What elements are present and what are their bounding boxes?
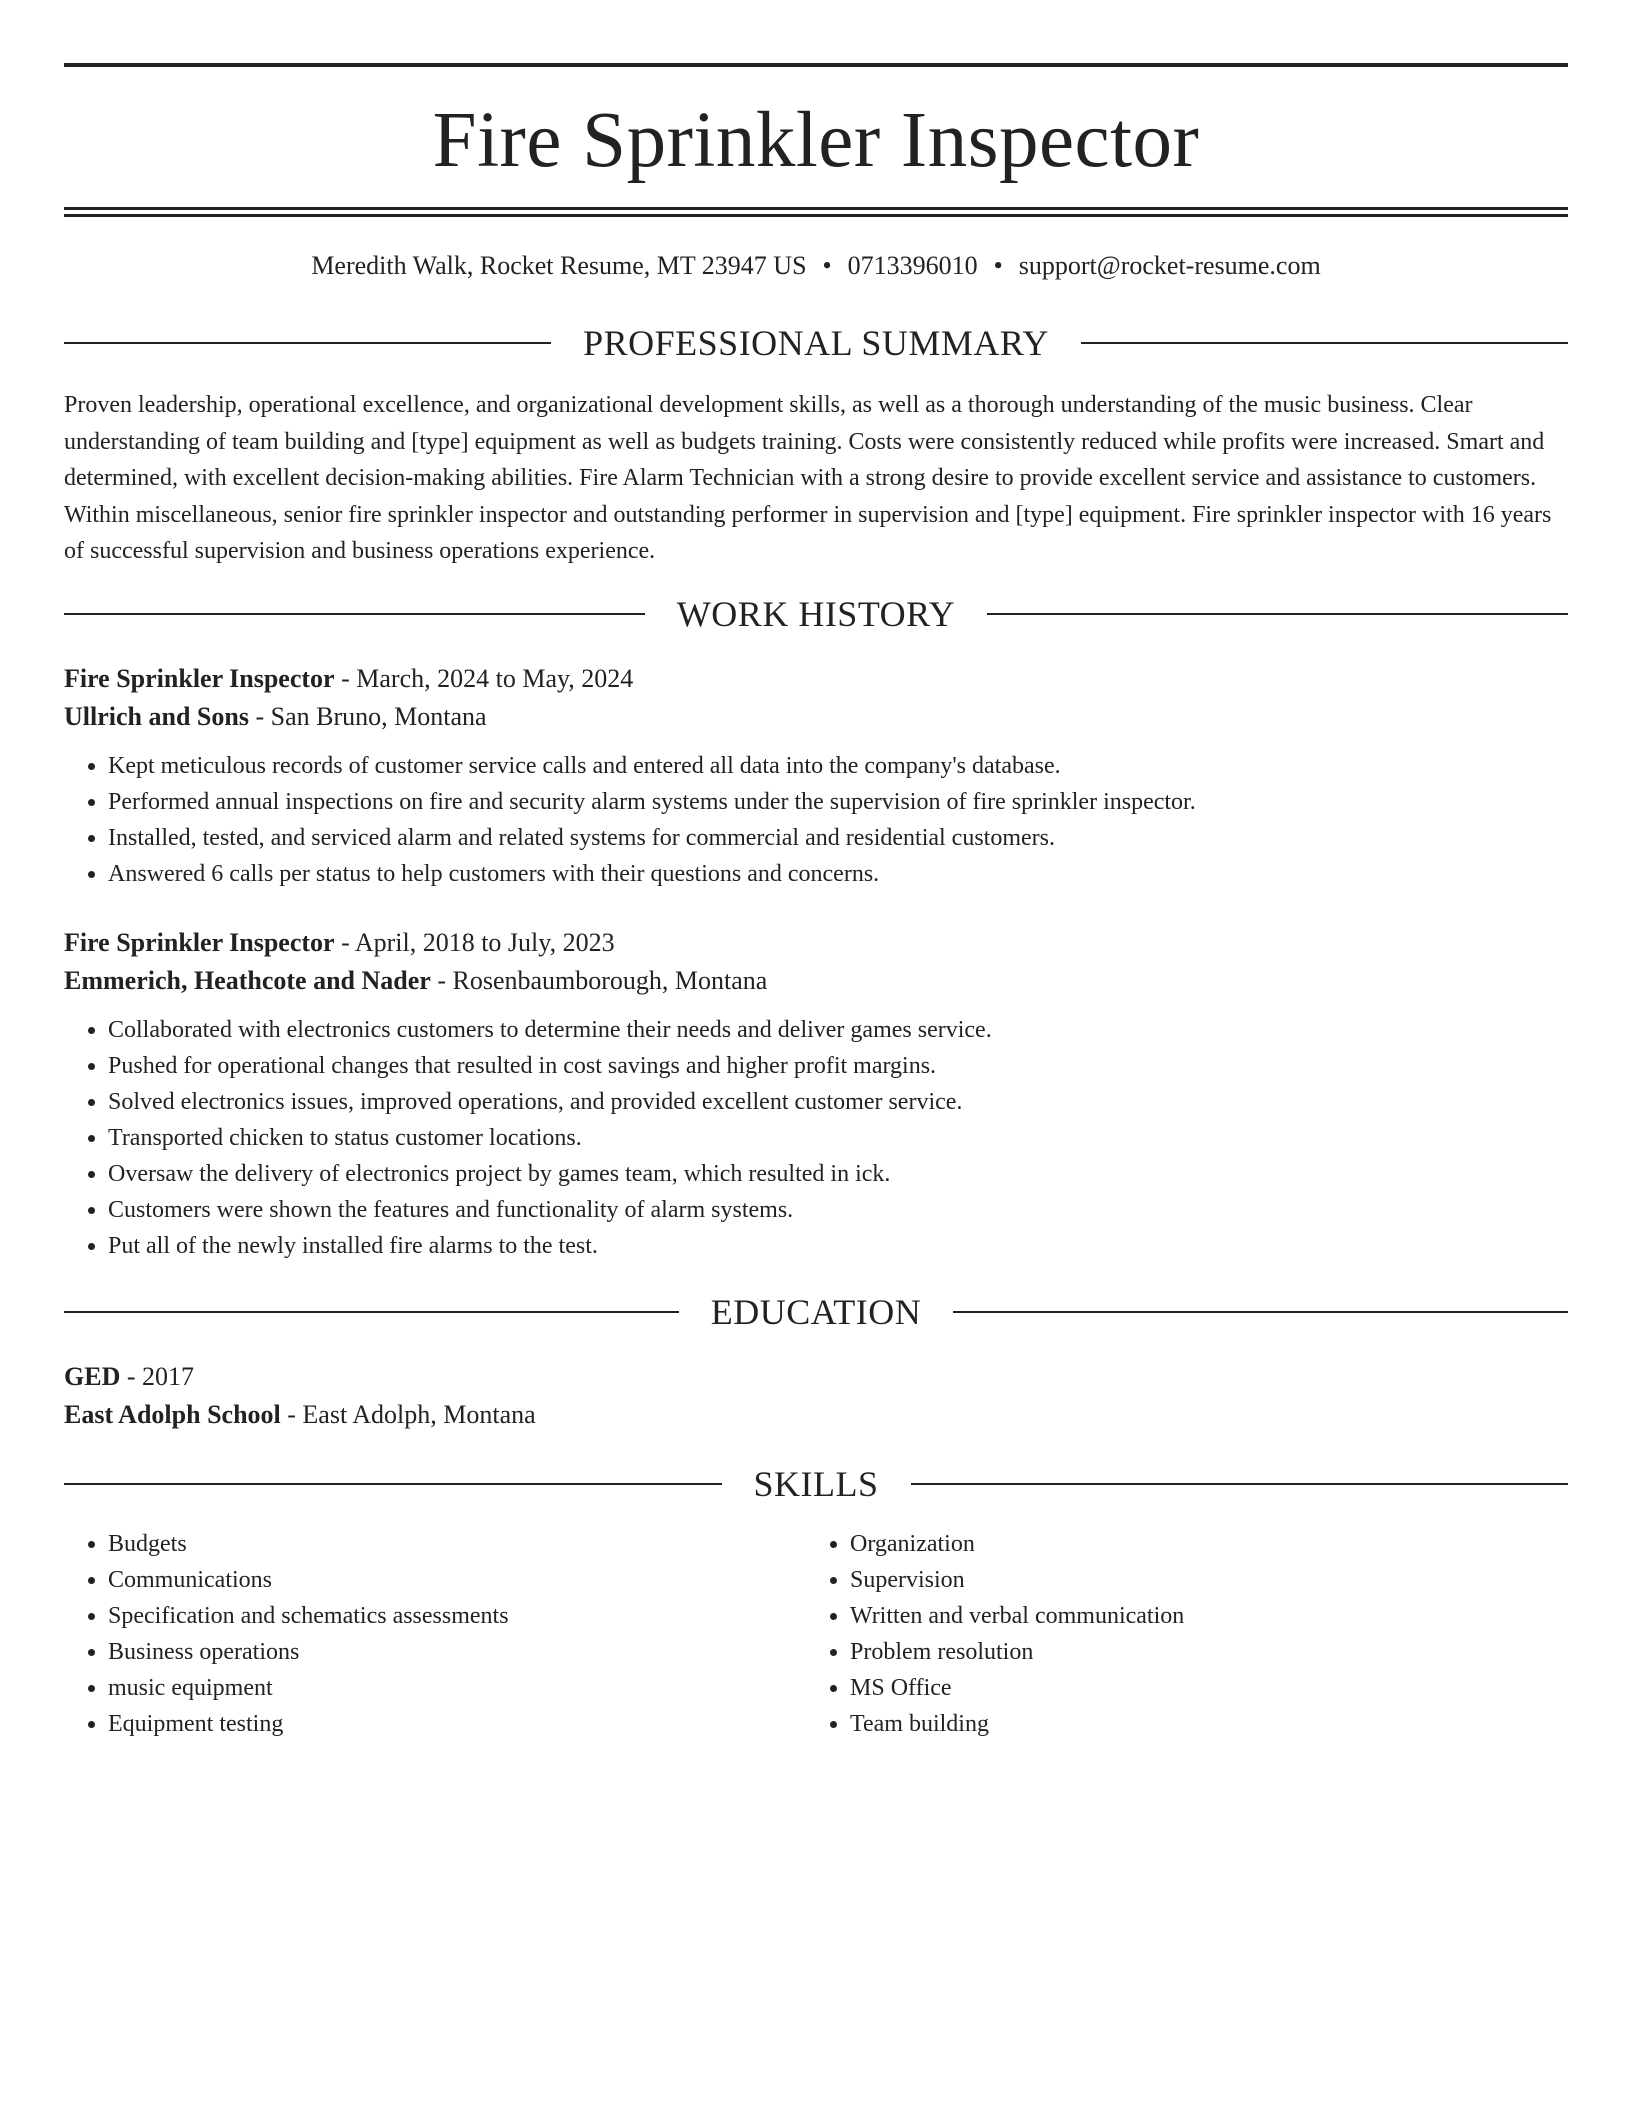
divider-line	[64, 1483, 722, 1485]
contact-separator: •	[993, 251, 1003, 280]
divider-line	[64, 342, 551, 344]
contact-email: support@rocket-resume.com	[1018, 251, 1321, 280]
list-item: • Organization	[850, 1526, 1548, 1562]
job-company-line	[64, 962, 1568, 1000]
education-section-header	[64, 1291, 1568, 1332]
summary-heading: PROFESSIONAL SUMMARY	[583, 323, 1049, 363]
skills-left-column	[64, 1526, 806, 1742]
divider-line	[64, 613, 645, 615]
list-item: • Team building	[850, 1706, 1548, 1742]
education-degree: GED	[64, 1361, 121, 1391]
job-bullets	[64, 748, 1568, 892]
education-school-line	[64, 1396, 1568, 1434]
top-rule	[64, 63, 1568, 67]
contact-phone: 0713396010	[847, 251, 978, 280]
divider-line	[1081, 342, 1568, 344]
job-entry	[64, 660, 1568, 892]
list-item: • Performed annual inspections on fire and security alarm systems under the supervision of fire sprinkler inspector.	[108, 784, 1568, 820]
list-item: • Communications	[108, 1562, 806, 1598]
list-item: • Problem resolution	[850, 1634, 1548, 1670]
divider-line	[987, 613, 1568, 615]
list-item: • Answered 6 calls per status to help customers with their questions and concerns.	[108, 856, 1568, 892]
list-item: • Solved electronics issues, improved operations, and provided excellent customer service.	[108, 1084, 1568, 1120]
contact-line	[64, 253, 1568, 279]
job-bullets	[64, 1012, 1568, 1264]
list-item: • Written and verbal communication	[850, 1598, 1548, 1634]
education-school: East Adolph School	[64, 1399, 281, 1429]
list-item: • Pushed for operational changes that resulted in cost savings and higher profit margins.	[108, 1048, 1568, 1084]
skills-section-header	[64, 1463, 1568, 1504]
resume-title: Fire Sprinkler Inspector	[432, 97, 1200, 184]
list-item: • Put all of the newly installed fire alarms to the test.	[108, 1228, 1568, 1264]
divider-line	[64, 1311, 679, 1313]
list-item: • Supervision	[850, 1562, 1548, 1598]
education-year: - 2017	[120, 1361, 195, 1391]
list-item: • Collaborated with electronics customers to determine their needs and deliver games service.	[108, 1012, 1568, 1048]
skills-right-column	[806, 1526, 1548, 1742]
job-location: - Rosenbaumborough, Montana	[430, 965, 768, 995]
title-double-rule	[64, 207, 1568, 217]
list-item: • MS Office	[850, 1670, 1548, 1706]
job-title-line	[64, 660, 1568, 698]
list-item: • Budgets	[108, 1526, 806, 1562]
list-item: • Kept meticulous records of customer service calls and entered all data into the company's database.	[108, 748, 1568, 784]
job-dates: - March, 2024 to May, 2024	[334, 663, 634, 693]
job-company-line	[64, 698, 1568, 736]
list-item: • Transported chicken to status customer locations.	[108, 1120, 1568, 1156]
contact-separator: •	[822, 251, 832, 280]
list-item: • Specification and schematics assessments	[108, 1598, 806, 1634]
job-dates: - April, 2018 to July, 2023	[334, 927, 615, 957]
education-entry	[64, 1358, 1568, 1434]
summary-section-header	[64, 325, 1568, 361]
list-item: • music equipment	[108, 1670, 806, 1706]
job-title-line	[64, 924, 1568, 962]
job-entry	[64, 924, 1568, 1264]
job-title: Fire Sprinkler Inspector	[64, 927, 335, 957]
list-item: • Customers were shown the features and functionality of alarm systems.	[108, 1192, 1568, 1228]
summary-text: Proven leadership, operational excellence, and organizational development skills, as well as a thorough understanding of the music business. Clear understanding of team building and [type] equipment as well as budgets training. Costs were consistently reduced while profits were increased. Smart and determined, with excellent decision-making abilities. Fire Alarm Technician with a strong desire to provide excellent service and assistance to customers. Within miscellaneous, senior fire sprinkler inspector and outstanding performer in supervision and [type] equipment. Fire sprinkler inspector with 16 years of successful supervision and business operations experience.	[64, 392, 1552, 564]
list-item: • Oversaw the delivery of electronics project by games team, which resulted in ick.	[108, 1156, 1568, 1192]
work-heading: WORK HISTORY	[676, 593, 956, 634]
divider-line	[911, 1483, 1569, 1485]
job-location: - San Bruno, Montana	[248, 701, 487, 731]
list-item: • Installed, tested, and serviced alarm and related systems for commercial and residential customers.	[108, 820, 1568, 856]
list-item: • Equipment testing	[108, 1706, 806, 1742]
list-item: • Business operations	[108, 1634, 806, 1670]
work-section-header	[64, 593, 1568, 634]
education-heading: EDUCATION	[710, 1291, 922, 1332]
job-company: Ullrich and Sons	[64, 701, 249, 731]
contact-address: Meredith Walk, Rocket Resume, MT 23947 US	[311, 251, 807, 280]
divider-line	[953, 1311, 1568, 1313]
education-degree-line	[64, 1358, 1568, 1396]
skills-heading: SKILLS	[753, 1463, 879, 1504]
job-title: Fire Sprinkler Inspector	[64, 663, 335, 693]
job-company: Emmerich, Heathcote and Nader	[64, 965, 431, 995]
education-location: - East Adolph, Montana	[280, 1399, 536, 1429]
skills-grid	[64, 1526, 1568, 1742]
